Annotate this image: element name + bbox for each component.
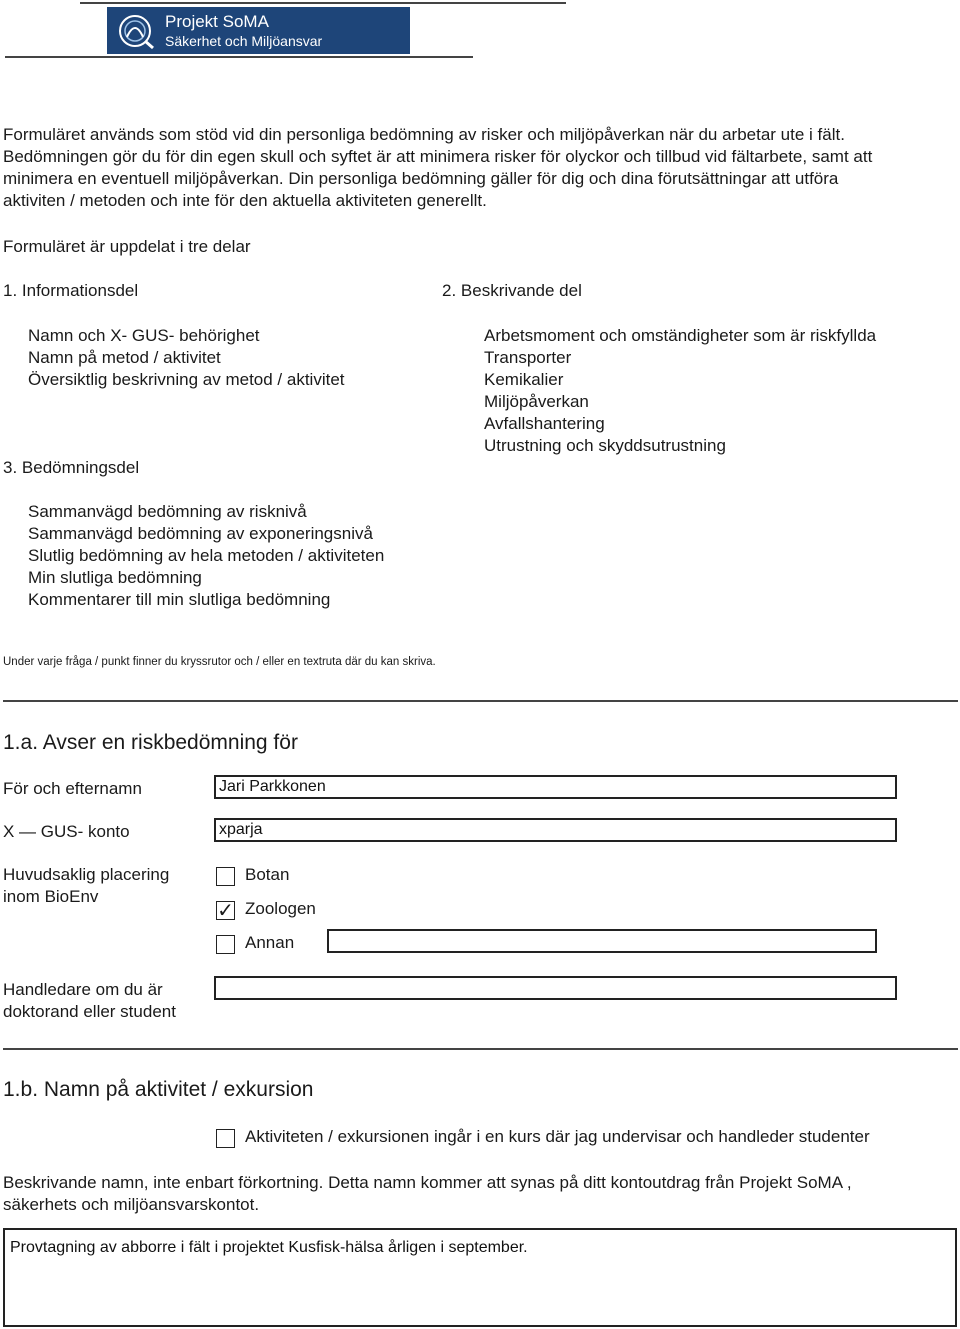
supervisor-label-line: doktorand eller student xyxy=(3,1002,176,1021)
desc-section-title: 2. Beskrivande del xyxy=(442,281,582,300)
name-field[interactable]: Jari Parkkonen xyxy=(214,775,897,799)
parts-heading: Formuläret är uppdelat i tre delar xyxy=(3,237,251,256)
supervisor-label xyxy=(3,979,176,1023)
assess-section-title: 3. Bedömningsdel xyxy=(3,458,140,477)
intro-line: Bedömningen gör du för din egen skull och syftet är att minimera risker för olyckor och tillbud vid fältarbete, samt att xyxy=(3,147,873,166)
list-item: Kemikalier xyxy=(484,370,564,389)
account-label: X — GUS- konto xyxy=(3,822,130,841)
list-item: Kommentarer till min slutliga bedömning xyxy=(28,590,331,609)
activity-description-line: säkerhets och miljöansvarskontot. xyxy=(3,1195,260,1214)
logo-title: Projekt SoMA xyxy=(165,11,269,31)
course-checkbox[interactable] xyxy=(216,1129,235,1148)
soma-emblem-icon xyxy=(113,11,157,51)
list-item: Översiktlig beskrivning av metod / aktivitet xyxy=(28,370,345,389)
list-item: Transporter xyxy=(484,348,572,367)
list-item: Sammanvägd bedömning av risknivå xyxy=(28,502,307,521)
logo-subtitle: Säkerhet och Miljöansvar xyxy=(165,32,323,49)
list-item: Namn på metod / aktivitet xyxy=(28,348,221,367)
annan-checkbox[interactable] xyxy=(216,935,235,954)
desc-section-list xyxy=(484,325,876,457)
account-field[interactable]: xparja xyxy=(214,818,897,842)
intro-line: minimera en eventuell miljöpåverkan. Din personliga bedömning gäller för dig och dina förutsättningar att utföra xyxy=(3,169,839,188)
activity-description xyxy=(3,1172,958,1216)
instruction-note: Under varje fråga / punkt finner du kryssrutor och / eller en textruta där du kan skriva. xyxy=(3,656,436,668)
placement-label xyxy=(3,864,169,908)
course-checkbox-label: Aktiviteten / exkursionen ingår i en kurs där jag undervisar och handleder studenter xyxy=(245,1127,870,1146)
zoologen-checkbox[interactable]: ✓ xyxy=(217,898,234,922)
intro-paragraph xyxy=(3,124,958,212)
list-item: Namn och X- GUS- behörighet xyxy=(28,326,260,345)
intro-line: aktiviten / metoden och inte för den aktuella aktiviteten generellt. xyxy=(3,191,487,210)
name-label: För och efternamn xyxy=(3,779,142,798)
botan-label: Botan xyxy=(245,865,290,884)
activity-name-field[interactable]: Provtagning av abborre i fält i projektet Kusfisk-hälsa årligen i september. xyxy=(3,1228,957,1327)
list-item: Min slutliga bedömning xyxy=(28,568,202,587)
annan-label: Annan xyxy=(245,933,295,952)
zoologen-label: Zoologen xyxy=(245,899,316,918)
section-1b-heading: 1.b. Namn på aktivitet / exkursion xyxy=(3,1078,314,1101)
supervisor-field[interactable] xyxy=(214,976,897,1000)
info-section-title: 1. Informationsdel xyxy=(3,281,139,300)
activity-description-line: Beskrivande namn, inte enbart förkortning. Detta namn kommer att synas på ditt kontoutdrag från Projekt SoMA , xyxy=(3,1173,852,1192)
list-item: Sammanvägd bedömning av exponeringsnivå xyxy=(28,524,373,543)
section-divider xyxy=(3,700,958,702)
botan-checkbox[interactable] xyxy=(216,867,235,886)
placement-label-line: inom BioEnv xyxy=(3,887,99,906)
section-divider xyxy=(3,1048,958,1050)
list-item: Slutlig bedömning av hela metoden / aktiviteten xyxy=(28,546,385,565)
header-top-rule xyxy=(80,2,566,4)
list-item: Utrustning och skyddsutrustning xyxy=(484,436,726,455)
info-section-list xyxy=(28,325,345,391)
list-item: Arbetsmoment och omständigheter som är riskfyllda xyxy=(484,326,877,345)
intro-line: Formuläret används som stöd vid din personliga bedömning av risker och miljöpåverkan när du arbetar ute i fält. xyxy=(3,125,845,144)
soma-logo xyxy=(107,7,410,54)
header-bottom-rule xyxy=(5,56,473,58)
section-1a-heading: 1.a. Avser en riskbedömning för xyxy=(3,731,298,754)
placement-label-line: Huvudsaklig placering xyxy=(3,865,170,884)
annan-field[interactable] xyxy=(327,929,877,953)
list-item: Miljöpåverkan xyxy=(484,392,589,411)
list-item: Avfallshantering xyxy=(484,414,605,433)
assess-section-list xyxy=(28,501,384,611)
supervisor-label-line: Handledare om du är xyxy=(3,980,163,999)
